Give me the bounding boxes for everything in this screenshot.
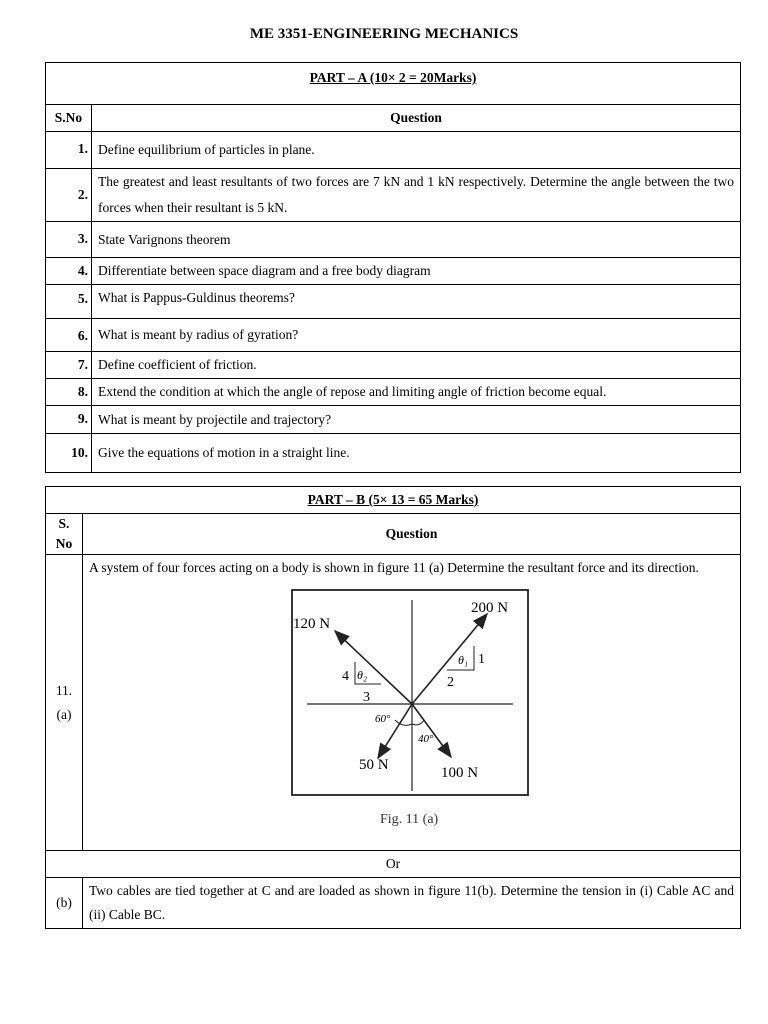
table-row xyxy=(46,132,741,169)
or-separator: Or xyxy=(46,851,741,878)
col-question-header: Question xyxy=(83,514,741,555)
force-diagram xyxy=(285,588,545,833)
question-text: What is meant by projectile and trajectory? xyxy=(92,406,741,434)
angle-arc-40 xyxy=(412,720,424,725)
question-number: (b) xyxy=(46,878,83,929)
question-number: 3. xyxy=(46,222,92,258)
table-row xyxy=(46,169,741,222)
table-row xyxy=(46,379,741,406)
question-text: State Varignons theorem xyxy=(92,222,741,258)
table-row xyxy=(46,222,741,258)
label-slope-2: 2 xyxy=(447,675,454,690)
q11-part-a: (a) xyxy=(56,706,72,722)
question-number: 9. xyxy=(46,406,92,434)
question-text: Differentiate between space diagram and a free body diagram xyxy=(92,258,741,285)
question-number: 4. xyxy=(46,258,92,285)
page-title: ME 3351-ENGINEERING MECHANICS xyxy=(249,26,519,42)
question-text: Define equilibrium of particles in plane. xyxy=(92,132,741,169)
q11-number: 11. xyxy=(55,682,73,698)
question-number: 2. xyxy=(46,169,92,222)
table-row xyxy=(46,406,741,434)
label-120n: 120 N xyxy=(293,616,331,632)
question-text: What is meant by radius of gyration? xyxy=(92,319,741,352)
angle-arc-60 xyxy=(395,720,412,725)
question-text: What is Pappus-Guldinus theorems? xyxy=(92,285,741,319)
figure-caption: Fig. 11 (a) xyxy=(380,812,439,827)
question-text: Two cables are tied together at C and are loaded as shown in figure 11(b). Determine the tension in (i) Cable AC and (ii) Cable BC. xyxy=(83,878,741,929)
col-sno-header xyxy=(46,514,83,555)
force-arrow-120n xyxy=(335,631,412,704)
label-100n: 100 N xyxy=(441,765,479,781)
table-row xyxy=(46,878,741,929)
label-theta2: θ₂ xyxy=(357,668,368,682)
table-row xyxy=(46,555,741,851)
question-number: 1. xyxy=(46,132,92,169)
part-b-table xyxy=(45,486,741,929)
table-row xyxy=(46,352,741,379)
question-text: Extend the condition at which the angle of repose and limiting angle of friction become equal. xyxy=(92,379,741,406)
col-sno-line1: S. xyxy=(58,516,70,531)
question-text: Give the equations of motion in a straight line. xyxy=(92,434,741,473)
label-slope-4: 4 xyxy=(342,669,349,684)
question-text: A system of four forces acting on a body is shown in figure 11 (a) Determine the resultant force and its direction. xyxy=(89,560,699,575)
part-a-table xyxy=(45,62,741,473)
question-number: 6. xyxy=(46,319,92,352)
part-a-header: PART – A (10× 2 = 20Marks) xyxy=(46,63,741,105)
question-number: 8. xyxy=(46,379,92,406)
label-200n: 200 N xyxy=(471,600,509,616)
force-arrow-200n xyxy=(412,614,487,704)
label-50n: 50 N xyxy=(359,757,389,773)
col-sno-line2: No xyxy=(55,536,73,551)
label-slope-3: 3 xyxy=(363,690,370,705)
force-arrow-100n xyxy=(412,704,451,757)
col-sno-header: S.No xyxy=(46,105,92,132)
table-row xyxy=(46,434,741,473)
question-number: 10. xyxy=(46,434,92,473)
table-row xyxy=(46,285,741,319)
label-angle-60: 60° xyxy=(375,713,391,725)
question-text: Define coefficient of friction. xyxy=(92,352,741,379)
label-slope-1: 1 xyxy=(478,652,485,667)
question-number: 7. xyxy=(46,352,92,379)
question-cell xyxy=(83,555,741,851)
col-question-header: Question xyxy=(92,105,741,132)
question-number: 5. xyxy=(46,285,92,319)
label-angle-40: 40° xyxy=(418,733,434,745)
label-theta1: θ₁ xyxy=(458,653,469,667)
part-b-header: PART – B (5× 13 = 65 Marks) xyxy=(46,487,741,514)
table-row xyxy=(46,258,741,285)
question-number xyxy=(46,555,83,851)
question-text: The greatest and least resultants of two forces are 7 kN and 1 kN respectively. Determine the angle between the two forces when their resultant is 5 kN. xyxy=(92,169,741,222)
table-row xyxy=(46,319,741,352)
